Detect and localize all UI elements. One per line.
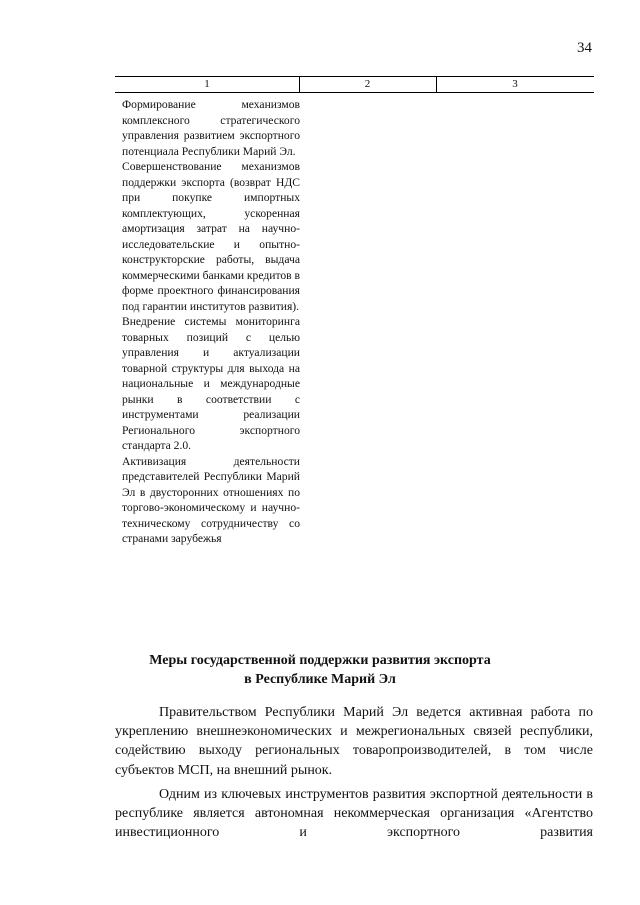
column-number-3: 3 [512,78,518,90]
cell-paragraph: Внедрение системы мониторинга товарных позиций с целью управления и актуализации товарной структуры для выхода на национальные и международные рынки в соответствии с инструментами реализации Регионального экспортного стандарта 2.0. [122,315,300,452]
section-title [80,651,560,689]
body-text [115,703,593,847]
column-number-1: 1 [204,78,210,90]
measures-table [115,76,594,636]
page-number: 34 [577,40,592,56]
section-title-line: в Республике Марий Эл [244,672,396,687]
body-paragraph: Одним из ключевых инструментов развития экспортной деятельности в республике является автономная некоммерческая организация «Агентство инвестиционного и экспортного развития [115,786,593,841]
body-paragraph: Правительством Республики Марий Эл ведется активная работа по укреплению внешнеэкономических и межрегиональных связей республики, содействию выходу региональных товаропроизводителей, в том числе субъектов МСП, на внешний рынок. [115,705,593,778]
cell-paragraph: Активизация деятельности представителей Республики Марий Эл в двусторонних отношениях по торгово-экономическому и научно-техническому сотрудничеству со странами зарубежья [122,454,300,545]
cell-paragraph: Совершенствование механизмов поддержки экспорта (возврат НДС при покупке импортных комплектующих, ускоренная амортизация затрат на научно-исследовательские и опытно-конструкторские работы, выдача коммерческими банками кредитов в форме проектного финансирования под гарантии институтов развития). [122,160,301,313]
table-cell-column-1 [122,97,300,547]
column-number-2: 2 [364,78,371,90]
cell-paragraph: Формирование механизмов комплексного стратегического управления развитием экспортного потенциала Республики Марий Эл. [122,98,300,158]
table-header-row [115,76,594,93]
section-title-line: Меры государственной поддержки развития экспорта [149,653,491,668]
